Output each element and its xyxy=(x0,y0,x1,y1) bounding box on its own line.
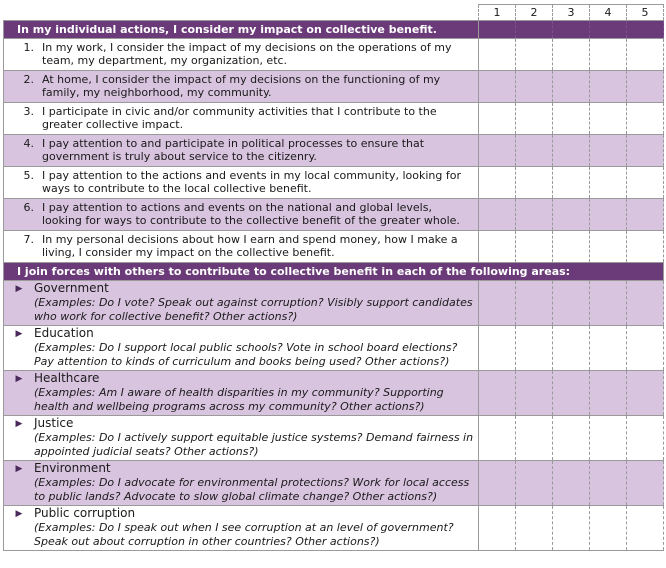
right-triangle-icon: ▶ xyxy=(15,329,23,339)
statement-cell xyxy=(4,167,479,199)
area-row xyxy=(4,461,664,506)
area-cell xyxy=(4,461,479,506)
section2-header-row xyxy=(4,263,664,281)
statement-row xyxy=(4,199,664,231)
area-examples: (Examples: Do I actively support equitable justice systems? Demand fairness in appointed judicial seats? Other actions?) xyxy=(34,431,474,458)
area-rating-cell-1[interactable] xyxy=(479,506,516,551)
statement-text: I pay attention to and participate in political processes to ensure that government is truly about service to the citizenry. xyxy=(42,137,425,163)
statement-rating-cell-5[interactable] xyxy=(627,39,664,71)
statement-item xyxy=(4,103,478,133)
area-row xyxy=(4,281,664,326)
statement-rating-cell-4[interactable] xyxy=(590,199,627,231)
area-body xyxy=(34,281,475,324)
right-triangle-icon: ▶ xyxy=(15,509,23,519)
statement-rating-cell-5[interactable] xyxy=(627,71,664,103)
statement-rating-cell-3[interactable] xyxy=(553,39,590,71)
statement-cell xyxy=(4,231,479,263)
statement-rating-cell-3[interactable] xyxy=(553,103,590,135)
statement-item xyxy=(4,71,478,101)
area-item xyxy=(4,506,478,550)
area-examples: (Examples: Do I vote? Speak out against corruption? Visibly support candidates who work for collective benefit? Other actions?) xyxy=(34,296,473,323)
statement-number: 6. xyxy=(23,201,34,214)
area-item xyxy=(4,371,478,415)
statement-rating-cell-1[interactable] xyxy=(479,231,516,263)
statement-rating-cell-5[interactable] xyxy=(627,103,664,135)
statement-cell xyxy=(4,71,479,103)
area-rating-cell-4[interactable] xyxy=(590,371,627,416)
statement-number: 4. xyxy=(23,137,34,150)
area-rating-cell-3[interactable] xyxy=(553,281,590,326)
statement-rating-cell-4[interactable] xyxy=(590,71,627,103)
section1-header-row xyxy=(4,21,664,39)
area-rating-cell-4[interactable] xyxy=(590,326,627,371)
area-name: Public corruption xyxy=(34,506,136,520)
statement-rating-cell-2[interactable] xyxy=(516,231,553,263)
section-scale-cell xyxy=(627,21,664,39)
statement-rating-cell-4[interactable] xyxy=(590,167,627,199)
area-rating-cell-5[interactable] xyxy=(627,281,664,326)
area-cell xyxy=(4,281,479,326)
area-rating-cell-5[interactable] xyxy=(627,326,664,371)
area-rating-cell-5[interactable] xyxy=(627,371,664,416)
area-rating-cell-1[interactable] xyxy=(479,461,516,506)
area-body xyxy=(34,416,475,459)
statement-number: 7. xyxy=(23,233,34,246)
scale-header-5: 5 xyxy=(627,5,664,21)
area-name: Government xyxy=(34,281,109,295)
statement-cell xyxy=(4,199,479,231)
area-item xyxy=(4,326,478,370)
area-examples: (Examples: Do I advocate for environmental protections? Work for local access to public lands? Advocate to slow global climate change? Other actions?) xyxy=(34,476,470,503)
area-cell xyxy=(4,326,479,371)
statement-text: I pay attention to the actions and events in my local community, looking for ways to contribute to the local collective benefit. xyxy=(42,169,461,195)
statement-item xyxy=(4,39,478,69)
section1-title: In my individual actions, I consider my impact on collective benefit. xyxy=(4,21,479,39)
statement-item xyxy=(4,167,478,197)
scale-header-4: 4 xyxy=(590,5,627,21)
statement-rating-cell-2[interactable] xyxy=(516,199,553,231)
area-rating-cell-3[interactable] xyxy=(553,461,590,506)
area-rating-cell-3[interactable] xyxy=(553,326,590,371)
statement-row xyxy=(4,71,664,103)
area-examples: (Examples: Do I support local public schools? Vote in school board elections? Pay attention to kinds of curriculum and books being used? Other actions?) xyxy=(34,341,458,368)
survey-table xyxy=(3,4,664,551)
statement-rating-cell-3[interactable] xyxy=(553,199,590,231)
statement-rating-cell-3[interactable] xyxy=(553,167,590,199)
section-scale-cell xyxy=(516,21,553,39)
statement-rating-cell-3[interactable] xyxy=(553,71,590,103)
statement-cell xyxy=(4,39,479,71)
statement-item xyxy=(4,135,478,165)
area-rating-cell-3[interactable] xyxy=(553,371,590,416)
statement-rating-cell-4[interactable] xyxy=(590,135,627,167)
statement-rating-cell-3[interactable] xyxy=(553,135,590,167)
statement-cell xyxy=(4,103,479,135)
area-rating-cell-4[interactable] xyxy=(590,416,627,461)
area-rating-cell-1[interactable] xyxy=(479,281,516,326)
statement-cell xyxy=(4,135,479,167)
statement-rating-cell-4[interactable] xyxy=(590,231,627,263)
area-rating-cell-2[interactable] xyxy=(516,371,553,416)
area-name: Justice xyxy=(34,416,74,430)
statement-rating-cell-5[interactable] xyxy=(627,199,664,231)
statement-item xyxy=(4,231,478,261)
right-triangle-icon: ▶ xyxy=(15,374,23,384)
area-rating-cell-5[interactable] xyxy=(627,461,664,506)
statement-text: At home, I consider the impact of my decisions on the functioning of my family, my neighborhood, my community. xyxy=(42,73,441,99)
statement-rating-cell-1[interactable] xyxy=(479,39,516,71)
statement-rating-cell-2[interactable] xyxy=(516,135,553,167)
section-scale-cell xyxy=(553,21,590,39)
area-examples: (Examples: Do I speak out when I see corruption at an level of government? Speak out about corruption in other countries? Other actions?) xyxy=(34,521,454,548)
statement-row xyxy=(4,103,664,135)
area-rating-cell-2[interactable] xyxy=(516,326,553,371)
area-item xyxy=(4,461,478,505)
area-body xyxy=(34,371,475,414)
right-triangle-icon: ▶ xyxy=(15,464,23,474)
area-cell xyxy=(4,416,479,461)
statement-rating-cell-2[interactable] xyxy=(516,167,553,199)
area-row xyxy=(4,371,664,416)
statement-text: I pay attention to actions and events on the national and global levels, looking for ways to contribute to the collective benefit of the greater whole. xyxy=(42,201,460,227)
area-cell xyxy=(4,371,479,416)
area-rating-cell-4[interactable] xyxy=(590,281,627,326)
statement-text: In my personal decisions about how I earn and spend money, how I make a living, I consider my impact on the collective benefit. xyxy=(42,233,458,259)
area-rating-cell-1[interactable] xyxy=(479,416,516,461)
statement-number: 2. xyxy=(23,73,34,86)
area-name: Environment xyxy=(34,461,111,475)
area-examples: (Examples: Am I aware of health disparities in my community? Supporting health and wellbeing programs across my community? Other actions?) xyxy=(34,386,444,413)
area-name: Healthcare xyxy=(34,371,100,385)
statement-row xyxy=(4,231,664,263)
scale-header-row xyxy=(4,5,664,21)
statement-rating-cell-1[interactable] xyxy=(479,71,516,103)
statement-rating-cell-2[interactable] xyxy=(516,71,553,103)
statement-rating-cell-1[interactable] xyxy=(479,167,516,199)
statement-number: 1. xyxy=(23,41,34,54)
scale-header-3: 3 xyxy=(553,5,590,21)
area-rating-cell-4[interactable] xyxy=(590,461,627,506)
area-rating-cell-2[interactable] xyxy=(516,416,553,461)
statement-rating-cell-2[interactable] xyxy=(516,103,553,135)
statement-rating-cell-1[interactable] xyxy=(479,199,516,231)
statement-rating-cell-3[interactable] xyxy=(553,231,590,263)
section-scale-cell xyxy=(590,21,627,39)
statement-rating-cell-5[interactable] xyxy=(627,231,664,263)
area-row xyxy=(4,416,664,461)
statement-number: 5. xyxy=(23,169,34,182)
area-rating-cell-2[interactable] xyxy=(516,281,553,326)
statement-rating-cell-5[interactable] xyxy=(627,167,664,199)
statement-row xyxy=(4,39,664,71)
area-body xyxy=(34,461,475,504)
statement-text: I participate in civic and/or community activities that I contribute to the greater collective impact. xyxy=(42,105,437,131)
area-rating-cell-2[interactable] xyxy=(516,506,553,551)
area-rating-cell-1[interactable] xyxy=(479,326,516,371)
area-rating-cell-1[interactable] xyxy=(479,371,516,416)
statement-rating-cell-5[interactable] xyxy=(627,135,664,167)
header-blank-cell xyxy=(4,5,479,21)
survey-table-container xyxy=(3,4,663,551)
area-row xyxy=(4,326,664,371)
scale-header-1: 1 xyxy=(479,5,516,21)
statement-rating-cell-2[interactable] xyxy=(516,39,553,71)
area-rating-cell-5[interactable] xyxy=(627,416,664,461)
statement-rating-cell-1[interactable] xyxy=(479,135,516,167)
statement-number: 3. xyxy=(23,105,34,118)
statement-row xyxy=(4,167,664,199)
scale-header-2: 2 xyxy=(516,5,553,21)
statement-rating-cell-4[interactable] xyxy=(590,39,627,71)
area-rating-cell-3[interactable] xyxy=(553,506,590,551)
right-triangle-icon: ▶ xyxy=(15,284,23,294)
statement-item xyxy=(4,199,478,229)
statement-rating-cell-4[interactable] xyxy=(590,103,627,135)
area-item xyxy=(4,281,478,325)
area-body xyxy=(34,506,475,549)
area-rating-cell-5[interactable] xyxy=(627,506,664,551)
area-cell xyxy=(4,506,479,551)
area-name: Education xyxy=(34,326,94,340)
statement-rating-cell-1[interactable] xyxy=(479,103,516,135)
area-rating-cell-4[interactable] xyxy=(590,506,627,551)
area-row xyxy=(4,506,664,551)
right-triangle-icon: ▶ xyxy=(15,419,23,429)
section-scale-cell xyxy=(479,21,516,39)
area-body xyxy=(34,326,475,369)
statement-text: In my work, I consider the impact of my decisions on the operations of my team, my department, my organization, etc. xyxy=(42,41,452,67)
area-rating-cell-2[interactable] xyxy=(516,461,553,506)
area-item xyxy=(4,416,478,460)
section2-title: I join forces with others to contribute to collective benefit in each of the following areas: xyxy=(4,263,664,281)
area-rating-cell-3[interactable] xyxy=(553,416,590,461)
statement-row xyxy=(4,135,664,167)
